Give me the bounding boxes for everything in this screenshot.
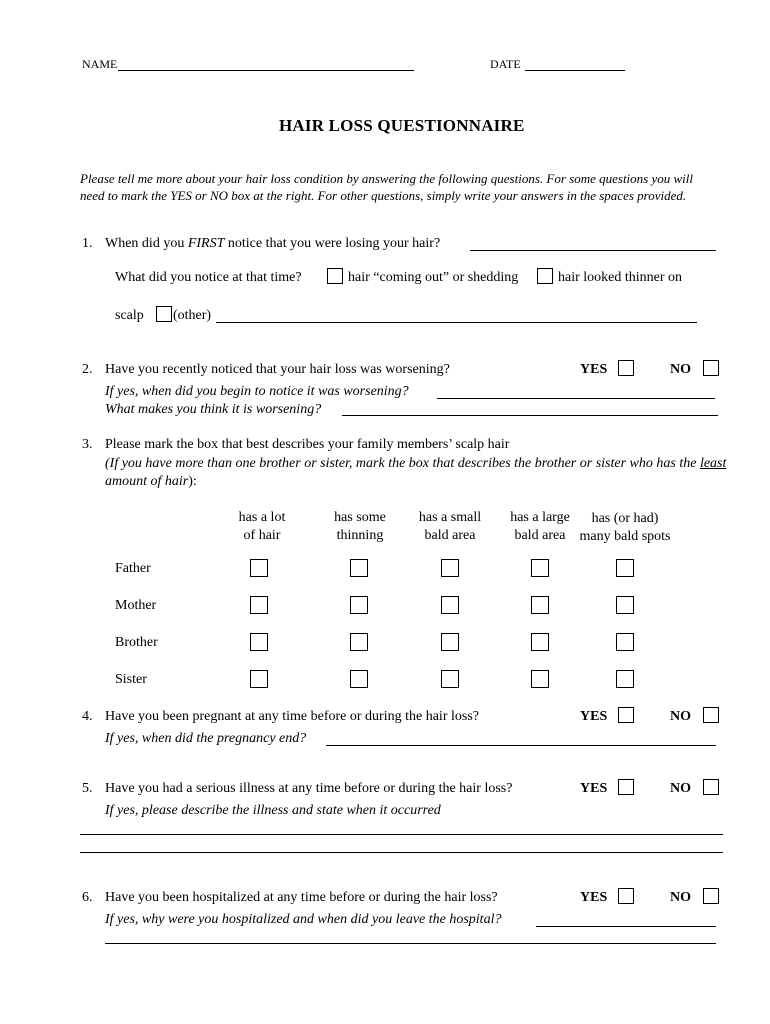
q6-yes-label: YES: [580, 890, 608, 905]
page-title: HAIR LOSS QUESTIONNAIRE: [279, 116, 525, 135]
q3-row-father: Father: [115, 561, 151, 576]
q3-instruction-underlined: least: [699, 456, 727, 471]
q3-brother-large-checkbox[interactable]: [531, 633, 549, 651]
q3-sister-spots-checkbox[interactable]: [616, 670, 634, 688]
q6-followup: If yes, why were you hospitalized and when did you leave the hospital?: [105, 912, 502, 927]
q2-no-label: NO: [670, 362, 691, 377]
q2-followup2-field[interactable]: [342, 415, 718, 416]
q2-yes-checkbox[interactable]: [618, 360, 634, 376]
q3-col-some: has some thinning: [334, 510, 386, 543]
q3-father-small-checkbox[interactable]: [441, 559, 459, 577]
q3-brother-lot-checkbox[interactable]: [250, 633, 268, 651]
q3-sister-small-checkbox[interactable]: [441, 670, 459, 688]
q6-answer-line[interactable]: [105, 943, 716, 944]
q4-no-checkbox[interactable]: [703, 707, 719, 723]
q1-thinner-label-cont: scalp: [115, 308, 144, 323]
q5-answer-line-1[interactable]: [80, 834, 723, 835]
q1-shedding-label: hair “coming out” or shedding: [348, 270, 519, 285]
q2-followup1-field[interactable]: [437, 398, 715, 399]
q1-sub-question: What did you notice at that time?: [115, 270, 302, 285]
q3-mother-some-checkbox[interactable]: [350, 596, 368, 614]
q3-sister-some-checkbox[interactable]: [350, 670, 368, 688]
q6-number: 6.: [82, 890, 93, 905]
q3-father-lot-checkbox[interactable]: [250, 559, 268, 577]
q6-yes-checkbox[interactable]: [618, 888, 634, 904]
q2-number: 2.: [82, 362, 93, 377]
q6-no-checkbox[interactable]: [703, 888, 719, 904]
q3-sister-lot-checkbox[interactable]: [250, 670, 268, 688]
q2-followup1: If yes, when did you begin to notice it was worsening?: [105, 384, 409, 399]
q6-no-label: NO: [670, 890, 691, 905]
q1-other-checkbox[interactable]: [156, 306, 172, 322]
q4-followup: If yes, when did the pregnancy end?: [105, 731, 307, 746]
q3-number: 3.: [82, 437, 93, 452]
q1-number: 1.: [82, 236, 93, 251]
q2-followup2: What makes you think it is worsening?: [105, 402, 322, 417]
q3-mother-small-checkbox[interactable]: [441, 596, 459, 614]
q3-row-mother: Mother: [115, 598, 157, 613]
q3-col-spots: has (or had) many bald spots: [579, 511, 671, 544]
q5-followup: If yes, please describe the illness and state when it occurred: [105, 803, 441, 818]
q3-father-large-checkbox[interactable]: [531, 559, 549, 577]
q3-col-large: has a large bald area: [510, 510, 570, 543]
q3-father-some-checkbox[interactable]: [350, 559, 368, 577]
q1-emphasis: FIRST: [187, 236, 225, 251]
q3-instruction: (If you have more than one brother or sister, mark the box that describes the brother or sister who has the least amount of hair):: [105, 456, 727, 489]
q4-yes-label: YES: [580, 709, 608, 724]
q5-yes-label: YES: [580, 781, 608, 796]
q2-yes-label: YES: [580, 362, 608, 377]
q6-question: Have you been hospitalized at any time before or during the hair loss?: [105, 890, 498, 905]
q5-no-checkbox[interactable]: [703, 779, 719, 795]
date-label: DATE: [490, 57, 521, 71]
date-field[interactable]: [525, 70, 625, 71]
q1-other-label: (other): [173, 308, 212, 323]
q3-question: Please mark the box that best describes your family members’ scalp hair: [105, 437, 510, 452]
q3-brother-some-checkbox[interactable]: [350, 633, 368, 651]
q3-brother-spots-checkbox[interactable]: [616, 633, 634, 651]
q4-followup-field[interactable]: [326, 745, 716, 746]
q5-no-label: NO: [670, 781, 691, 796]
q5-yes-checkbox[interactable]: [618, 779, 634, 795]
q1-question: When did you FIRST notice that you were losing your hair?: [105, 236, 441, 251]
q3-mother-spots-checkbox[interactable]: [616, 596, 634, 614]
q4-question: Have you been pregnant at any time before or during the hair loss?: [105, 709, 479, 724]
q6-followup-field[interactable]: [536, 926, 716, 927]
q3-col-small: has a small bald area: [418, 510, 482, 543]
q3-sister-large-checkbox[interactable]: [531, 670, 549, 688]
q3-col-lot: has a lot of hair: [238, 510, 286, 543]
q1-shedding-checkbox[interactable]: [327, 268, 343, 284]
q5-answer-line-2[interactable]: [80, 852, 723, 853]
q3-mother-large-checkbox[interactable]: [531, 596, 549, 614]
q1-answer-field[interactable]: [470, 250, 716, 251]
q5-question: Have you had a serious illness at any time before or during the hair loss?: [105, 781, 513, 796]
q4-number: 4.: [82, 709, 93, 724]
q5-number: 5.: [82, 781, 93, 796]
intro-text: Please tell me more about your hair loss condition by answering the following questions. For some questions you will need to mark the YES or NO box at the right. For other questions, simply write your answers in the spaces provided.: [80, 171, 694, 203]
q3-father-spots-checkbox[interactable]: [616, 559, 634, 577]
q4-no-label: NO: [670, 709, 691, 724]
q3-mother-lot-checkbox[interactable]: [250, 596, 268, 614]
q3-brother-small-checkbox[interactable]: [441, 633, 459, 651]
name-label: NAME: [82, 57, 118, 71]
q2-question: Have you recently noticed that your hair loss was worsening?: [105, 362, 450, 377]
q2-no-checkbox[interactable]: [703, 360, 719, 376]
q1-thinner-checkbox[interactable]: [537, 268, 553, 284]
q4-yes-checkbox[interactable]: [618, 707, 634, 723]
q1-other-field[interactable]: [216, 322, 697, 323]
name-field[interactable]: [118, 70, 414, 71]
q3-row-brother: Brother: [115, 635, 158, 650]
q3-row-sister: Sister: [115, 672, 147, 687]
q1-thinner-label: hair looked thinner on: [558, 270, 683, 285]
